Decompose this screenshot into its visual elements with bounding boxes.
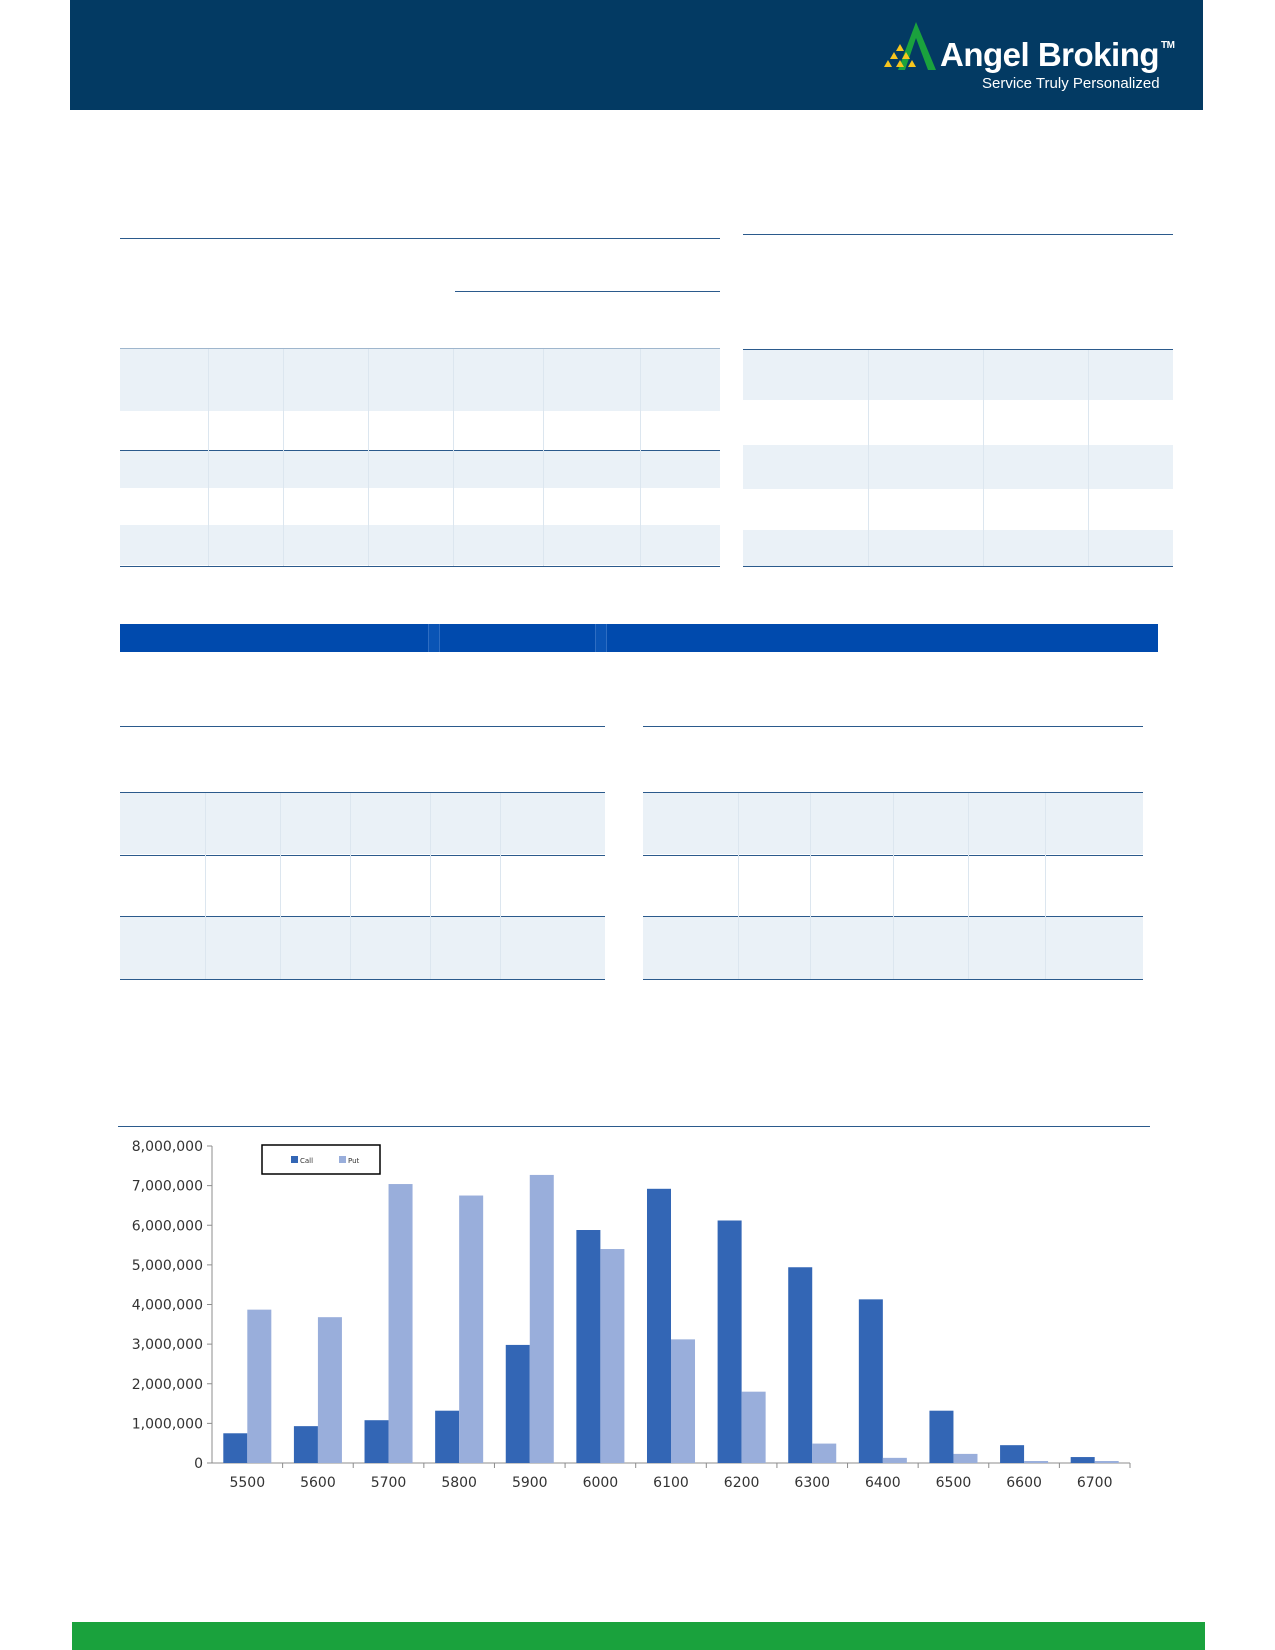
bar-put-6500 (953, 1454, 977, 1463)
bar-put-5600 (318, 1317, 342, 1463)
bar-call-6500 (929, 1411, 953, 1463)
x-tick-label: 6600 (1006, 1475, 1042, 1491)
x-tick-label: 6200 (723, 1475, 760, 1491)
bar-call-5900 (506, 1345, 530, 1463)
y-tick-label: 4,000,000 (131, 1297, 203, 1314)
x-tick-label: 6000 (582, 1475, 619, 1491)
bar-call-6400 (859, 1299, 883, 1463)
y-tick-label: 2,000,000 (131, 1376, 203, 1393)
bar-call-6200 (718, 1220, 742, 1463)
brand-tagline: Service Truly Personalized (982, 75, 1160, 92)
x-tick-label: 6300 (794, 1475, 831, 1491)
x-tick-label: 5700 (370, 1475, 407, 1491)
y-tick-label: 1,000,000 (131, 1416, 203, 1433)
page-footer (72, 1622, 1205, 1650)
brand-name: Angel Broking ™ (940, 36, 1175, 73)
y-tick-label: 0 (194, 1456, 203, 1472)
x-tick-label: 5600 (300, 1475, 336, 1491)
bar-call-5500 (223, 1433, 247, 1463)
bar-put-5800 (459, 1196, 483, 1463)
bar-put-6700 (1095, 1461, 1119, 1463)
bar-call-5600 (294, 1426, 318, 1463)
y-tick-label: 6,000,000 (131, 1218, 203, 1235)
bar-put-6300 (812, 1444, 836, 1463)
legend-label-put: Put (348, 1157, 360, 1165)
x-tick-label: 5800 (441, 1475, 477, 1491)
chart-legend (262, 1145, 380, 1174)
x-tick-label: 6100 (653, 1475, 689, 1491)
bar-put-5500 (247, 1310, 271, 1463)
bar-put-6600 (1024, 1461, 1048, 1463)
x-tick-label: 5900 (511, 1475, 548, 1491)
bar-put-6000 (600, 1249, 624, 1463)
y-tick-label: 5,000,000 (131, 1257, 203, 1274)
bar-call-6600 (1000, 1445, 1024, 1463)
bar-put-5900 (530, 1175, 554, 1463)
y-tick-label: 8,000,000 (131, 1139, 203, 1155)
y-tick-label: 7,000,000 (131, 1178, 203, 1195)
bar-call-6100 (647, 1189, 671, 1463)
bar-call-6300 (788, 1267, 812, 1463)
x-tick-label: 5500 (229, 1475, 266, 1491)
bar-put-6100 (671, 1339, 695, 1463)
x-tick-label: 6400 (865, 1475, 901, 1491)
bar-put-6200 (742, 1392, 766, 1463)
legend-swatch-call (291, 1156, 298, 1163)
x-tick-label: 6700 (1076, 1475, 1113, 1491)
bar-call-5700 (365, 1420, 389, 1463)
bar-put-6400 (883, 1458, 907, 1463)
bar-call-5800 (435, 1411, 459, 1463)
bar-call-6000 (576, 1230, 600, 1463)
bar-call-6700 (1071, 1457, 1095, 1463)
y-tick-label: 3,000,000 (131, 1337, 203, 1354)
legend-swatch-put (339, 1156, 346, 1163)
bar-put-5700 (389, 1184, 413, 1463)
x-tick-label: 6500 (935, 1475, 972, 1491)
legend-label-call: Call (300, 1157, 314, 1165)
